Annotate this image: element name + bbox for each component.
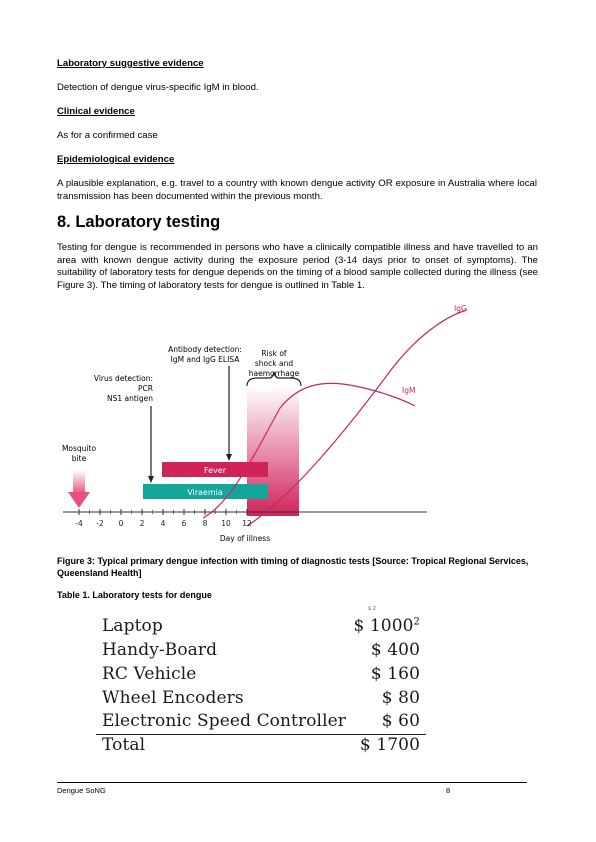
- risk-label-2: shock and: [254, 359, 294, 368]
- risk-label-1: Risk of: [261, 349, 287, 358]
- fever-label: Fever: [203, 466, 227, 475]
- row-item: Laptop: [102, 616, 163, 636]
- x-tick-label: -4: [75, 519, 83, 528]
- x-tick-label: 0: [118, 519, 124, 528]
- antibody-label-2: IgM and IgG ELISA: [170, 355, 240, 364]
- epi-text: A plausible explanation, e.g. travel to a country with known dengue activity OR exposure in Australia where local transmission has been documented within the previous month.: [57, 178, 537, 202]
- x-tick-label: 10: [221, 519, 231, 528]
- table-row: [102, 688, 420, 708]
- footer-title: Dengue SoNG: [57, 786, 106, 795]
- virus-label-2: PCR: [138, 384, 153, 393]
- table-row: [102, 664, 420, 684]
- x-tick-label: 2: [139, 519, 145, 528]
- mosquito-arrow-head: [68, 492, 90, 508]
- x-tick-label: 12: [242, 519, 252, 528]
- lab-testing-heading: 8. Laboratory testing: [57, 213, 221, 231]
- row-amount: $ 60: [381, 711, 420, 731]
- table-top-mark: $ 2: [368, 606, 376, 612]
- viraemia-label: Viraemia: [187, 488, 223, 497]
- x-tick-label: 4: [160, 519, 166, 528]
- clinical-heading: Clinical evidence: [57, 106, 135, 117]
- row-amount: $ 160: [370, 664, 420, 684]
- table-row: [102, 640, 420, 660]
- row-amount: $ 400: [370, 640, 420, 660]
- lab-testing-paragraph: Testing for dengue is recommended in persons who have a clinically compatible illness and have travelled to an area with known dengue activity during the exposure period (3-14 days prior to onset of symptoms). The suitability of laboratory tests for dengue depends on the timing of a blood sample collected during the illness (see Figure 3). The timing of laboratory tests for dengue is outlined in Table 1.: [57, 242, 538, 291]
- x-axis-title: Day of illness: [219, 534, 271, 543]
- mosquito-label-2: bite: [71, 454, 87, 463]
- virus-label-3: NS1 antigen: [106, 394, 153, 403]
- lab-suggestive-heading: Laboratory suggestive evidence: [57, 58, 204, 69]
- figure-svg: [55, 298, 485, 548]
- row-item: Electronic Speed Controller: [102, 711, 347, 731]
- row-item: Wheel Encoders: [102, 688, 244, 708]
- lab-suggestive-text: Detection of dengue virus-specific IgM in blood.: [57, 82, 259, 93]
- x-tick-label: 6: [181, 519, 187, 528]
- footer-divider: [57, 782, 527, 783]
- mosquito-arrow-shaft: [73, 470, 85, 494]
- row-amount: $ 1000$^2$: [353, 616, 420, 636]
- dengue-timeline-figure: [55, 298, 485, 548]
- virus-detection-arrow-head: [148, 476, 154, 483]
- row-item: Handy-Board: [102, 640, 218, 660]
- row-amount: $ 80: [381, 688, 420, 708]
- total-label: Total: [102, 735, 146, 755]
- row-item: RC Vehicle: [102, 664, 197, 684]
- figure-caption: Figure 3: Typical primary dengue infection with timing of diagnostic tests [Source: Tropical Regional Services, Queensland Health]: [57, 556, 529, 578]
- antibody-detection-arrow-head: [226, 454, 232, 461]
- total-amount: $ 1700: [359, 735, 420, 755]
- table-row: [102, 616, 420, 636]
- table-total-row: [102, 735, 420, 755]
- mosquito-label-1: Mosquito: [61, 444, 97, 453]
- footer-page-number: 8: [446, 786, 451, 795]
- virus-label-1: Virus detection:: [93, 374, 153, 383]
- igg-label: IgG: [454, 304, 467, 313]
- risk-label-3: haemorrhage: [248, 369, 300, 378]
- x-tick-label: 8: [202, 519, 208, 528]
- x-tick-label: -2: [96, 519, 104, 528]
- antibody-label-1: Antibody detection:: [168, 345, 242, 354]
- table-caption: Table 1. Laboratory tests for dengue: [57, 590, 212, 600]
- igm-label: IgM: [402, 386, 416, 395]
- clinical-text: As for a confirmed case: [57, 130, 158, 141]
- table-row: [102, 711, 420, 731]
- epi-heading: Epidemiological evidence: [57, 154, 175, 165]
